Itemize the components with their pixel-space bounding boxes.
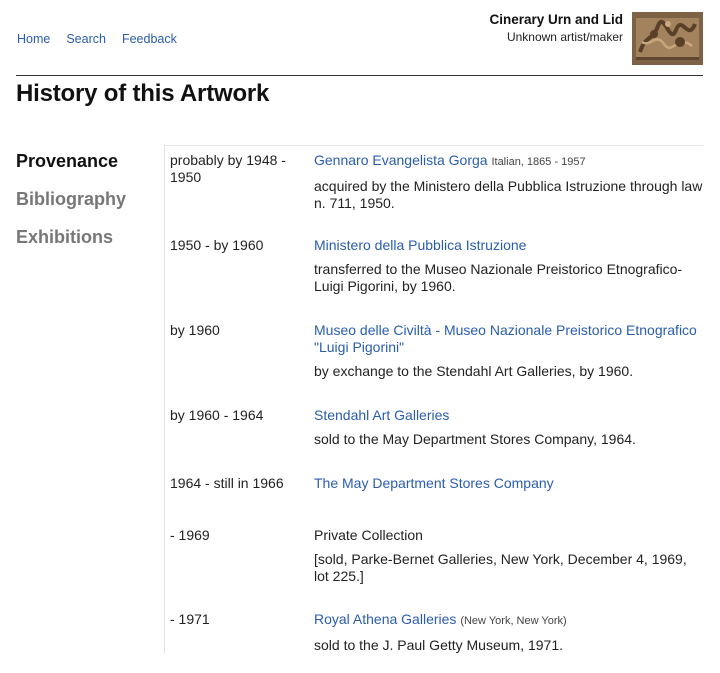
- provenance-date: probably by 1948 - 1950: [170, 152, 286, 185]
- provenance-date: - 1969: [170, 527, 210, 543]
- provenance-body: [314, 611, 704, 654]
- top-nav: [17, 32, 177, 46]
- provenance-owner-line: [314, 475, 704, 492]
- provenance-owner-link[interactable]: Gennaro Evangelista Gorga: [314, 152, 488, 168]
- provenance-date: 1964 - still in 1966: [170, 475, 284, 491]
- provenance-body: [314, 322, 704, 380]
- provenance-body: [314, 237, 704, 295]
- section-exhibitions[interactable]: Exhibitions: [16, 227, 114, 247]
- page-title: History of this Artwork: [16, 80, 270, 107]
- object-thumbnail[interactable]: [632, 12, 703, 65]
- nav-home-link[interactable]: Home: [17, 32, 51, 46]
- provenance-description: by exchange to the Stendahl Art Galleries, by 1960.: [314, 363, 634, 379]
- section-bibliography[interactable]: Bibliography: [16, 189, 127, 209]
- provenance-owner-line: [314, 527, 704, 544]
- section-nav: [16, 150, 126, 264]
- provenance-owner-meta: Italian, 1865 - 1957: [491, 156, 586, 168]
- provenance-owner-link[interactable]: Royal Athena Galleries: [314, 611, 457, 627]
- provenance-body: [314, 152, 704, 212]
- provenance-owner-line: [314, 407, 704, 424]
- provenance-description: sold to the May Department Stores Company, 1964.: [314, 431, 636, 447]
- provenance-date: by 1960 - 1964: [170, 407, 264, 423]
- provenance-owner-link[interactable]: Ministero della Pubblica Istruzione: [314, 237, 527, 253]
- provenance-owner-line: [314, 322, 704, 356]
- provenance-vertical-divider: [164, 146, 165, 653]
- provenance-owner-line: [314, 152, 704, 171]
- nav-search-link[interactable]: Search: [66, 32, 106, 46]
- provenance-body: [314, 527, 704, 585]
- provenance-owner-link[interactable]: Stendahl Art Galleries: [314, 407, 450, 423]
- nav-feedback-link[interactable]: Feedback: [121, 32, 177, 46]
- provenance-description: transferred to the Museo Nazionale Preistorico Etnografico- Luigi Pigorini, by 1960.: [314, 261, 683, 294]
- section-provenance[interactable]: Provenance: [16, 151, 119, 171]
- provenance-body: [314, 475, 704, 492]
- object-title[interactable]: Cinerary Urn and Lid: [489, 12, 623, 27]
- provenance-owner: Private Collection: [314, 527, 423, 543]
- object-maker: Unknown artist/maker: [506, 30, 623, 44]
- provenance-top-divider: [164, 145, 703, 146]
- object-header: [489, 12, 623, 44]
- provenance-owner-link[interactable]: Museo delle Civiltà - Museo Nazionale Preistorico Etnografico "Luigi Pigorini": [314, 322, 697, 355]
- provenance-owner-link[interactable]: The May Department Stores Company: [314, 475, 554, 491]
- provenance-description: [sold, Parke-Bernet Galleries, New York, December 4, 1969, lot 225.]: [314, 551, 687, 584]
- provenance-date: by 1960: [170, 322, 220, 338]
- provenance-body: [314, 407, 704, 448]
- provenance-description: acquired by the Ministero della Pubblica Istruzione through law n. 711, 1950.: [314, 178, 703, 211]
- provenance-owner-meta: (New York, New York): [460, 615, 567, 627]
- provenance-owner-line: [314, 237, 704, 254]
- header-divider: [16, 75, 703, 76]
- provenance-owner-line: [314, 611, 704, 630]
- provenance-date: - 1971: [170, 611, 210, 627]
- provenance-date: 1950 - by 1960: [170, 237, 264, 253]
- provenance-description: sold to the J. Paul Getty Museum, 1971.: [314, 637, 564, 653]
